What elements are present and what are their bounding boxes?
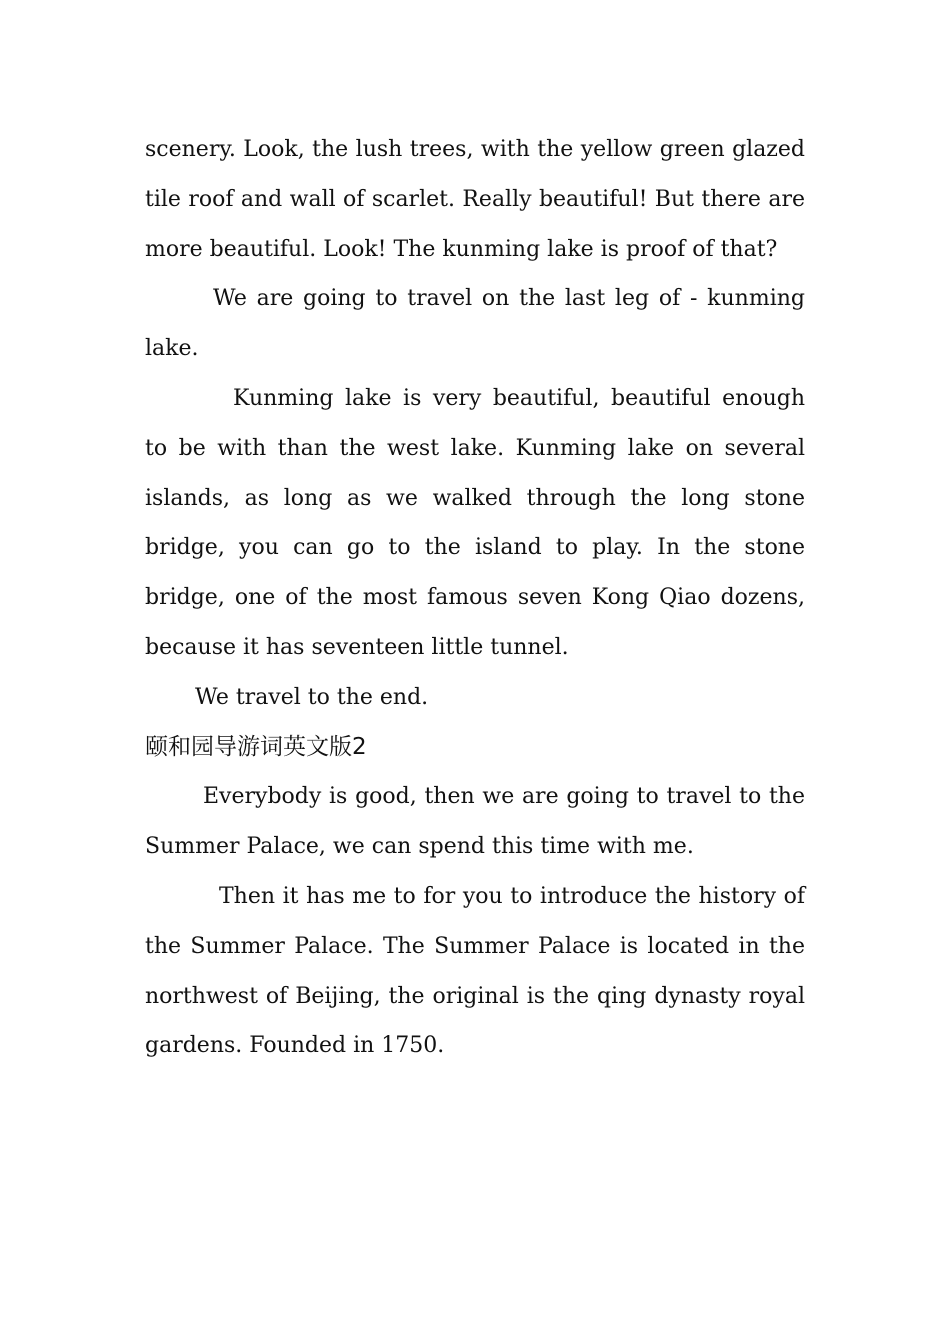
paragraph-scenery: scenery. Look, the lush trees, with the yellow green glazed tile roof and wall of scarlet. Really beautiful! But there are more beautiful. Look! The kunming lake is proof of that? [145, 137, 805, 262]
paragraph-kunming-lake: Kunming lake is very beautiful, beautiful enough to be with than the west lake. Kunming lake on several islands, as long as we walked through the long stone bridge, you can go to the island to play. In the stone bridge, one of the most famous seven Kong Qiao dozens, because it has seventeen little tunnel. [145, 385, 805, 660]
paragraph-history: Then it has me to for you to introduce the history of the Summer Palace. The Summer Palace is located in the northwest of Beijing, the original is the qing dynasty royal gardens. Founded in 1750. [145, 883, 805, 1059]
document-body [145, 125, 805, 1071]
paragraph-travel-end: We travel to the end. [195, 684, 429, 710]
section-heading: 颐和园导游词英文版2 [145, 733, 367, 760]
paragraph-last-leg: We are going to travel on the last leg of - kunming lake. [145, 286, 805, 362]
paragraph-everybody: Everybody is good, then we are going to travel to the Summer Palace, we can spend this time with me. [145, 784, 805, 860]
